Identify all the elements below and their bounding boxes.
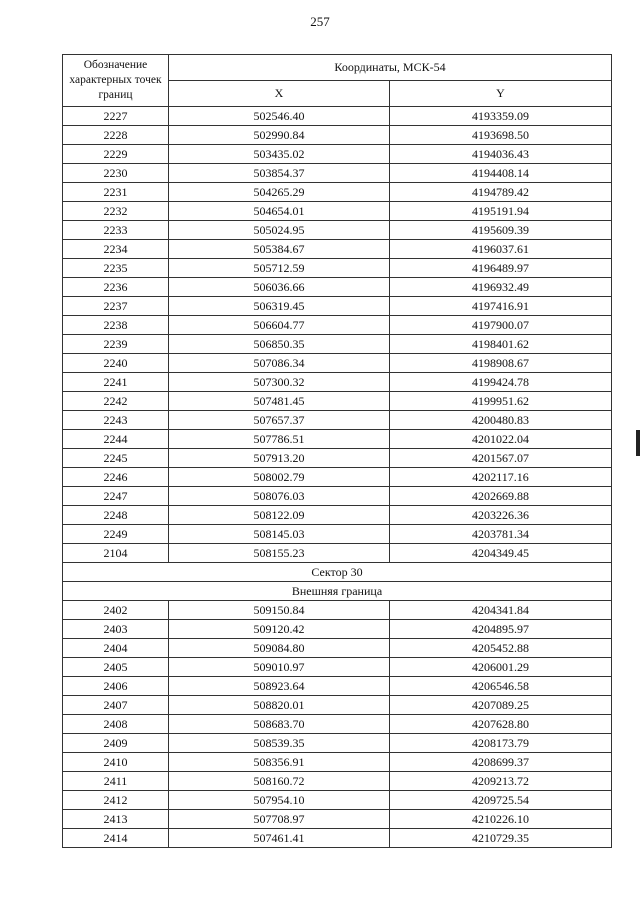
y-coordinate-cell: 4210729.35: [390, 829, 612, 848]
table-row: [63, 107, 612, 126]
table-row: [63, 411, 612, 430]
point-id-cell: 2408: [63, 715, 169, 734]
table-row: [63, 449, 612, 468]
x-coordinate-cell: 508539.35: [169, 734, 390, 753]
x-coordinate-cell: 503854.37: [169, 164, 390, 183]
point-id-cell: 2405: [63, 658, 169, 677]
y-coordinate-cell: 4209213.72: [390, 772, 612, 791]
x-coordinate-cell: 504654.01: [169, 202, 390, 221]
x-coordinate-cell: 508160.72: [169, 772, 390, 791]
y-coordinate-cell: 4201022.04: [390, 430, 612, 449]
point-id-cell: 2238: [63, 316, 169, 335]
y-coordinate-cell: 4199951.62: [390, 392, 612, 411]
x-coordinate-cell: 506036.66: [169, 278, 390, 297]
page-number: 257: [310, 14, 330, 29]
table-row: [63, 259, 612, 278]
y-coordinate-cell: 4207628.80: [390, 715, 612, 734]
y-coordinate-cell: 4194789.42: [390, 183, 612, 202]
y-coordinate-cell: 4197416.91: [390, 297, 612, 316]
table-row: [63, 392, 612, 411]
x-coordinate-cell: 507300.32: [169, 373, 390, 392]
point-id-cell: 2414: [63, 829, 169, 848]
x-coordinate-cell: 506604.77: [169, 316, 390, 335]
y-coordinate-cell: 4197900.07: [390, 316, 612, 335]
scan-edge-mark: [636, 430, 640, 456]
table-row: [63, 430, 612, 449]
header-coordinates: Координаты, МСК-54: [169, 55, 612, 81]
x-coordinate-cell: 504265.29: [169, 183, 390, 202]
point-id-cell: 2240: [63, 354, 169, 373]
x-coordinate-cell: 506319.45: [169, 297, 390, 316]
table-row: [63, 221, 612, 240]
point-id-cell: 2412: [63, 791, 169, 810]
y-coordinate-cell: 4198908.67: [390, 354, 612, 373]
table-row: [63, 278, 612, 297]
point-id-cell: 2410: [63, 753, 169, 772]
x-coordinate-cell: 505712.59: [169, 259, 390, 278]
y-coordinate-cell: 4204895.97: [390, 620, 612, 639]
point-id-cell: 2409: [63, 734, 169, 753]
x-coordinate-cell: 507086.34: [169, 354, 390, 373]
point-id-cell: 2230: [63, 164, 169, 183]
table-row: [63, 715, 612, 734]
x-coordinate-cell: 509120.42: [169, 620, 390, 639]
table-row: [63, 658, 612, 677]
x-coordinate-cell: 509010.97: [169, 658, 390, 677]
point-id-cell: 2249: [63, 525, 169, 544]
y-coordinate-cell: 4194408.14: [390, 164, 612, 183]
point-id-cell: 2229: [63, 145, 169, 164]
y-coordinate-cell: 4194036.43: [390, 145, 612, 164]
point-id-cell: 2234: [63, 240, 169, 259]
table-row: [63, 506, 612, 525]
x-coordinate-cell: 503435.02: [169, 145, 390, 164]
x-coordinate-cell: 508076.03: [169, 487, 390, 506]
table-row: [63, 810, 612, 829]
x-coordinate-cell: 502546.40: [169, 107, 390, 126]
table-row: [63, 297, 612, 316]
table-row: [63, 373, 612, 392]
point-id-cell: 2402: [63, 601, 169, 620]
point-id-cell: 2242: [63, 392, 169, 411]
table-header-row: [63, 55, 612, 81]
x-coordinate-cell: 508145.03: [169, 525, 390, 544]
table-row: [63, 734, 612, 753]
y-coordinate-cell: 4208699.37: [390, 753, 612, 772]
x-coordinate-cell: 508155.23: [169, 544, 390, 563]
coordinates-table-body: [63, 55, 612, 848]
x-coordinate-cell: 505384.67: [169, 240, 390, 259]
point-id-cell: 2248: [63, 506, 169, 525]
table-row: [63, 753, 612, 772]
table-row: [63, 354, 612, 373]
x-coordinate-cell: 502990.84: [169, 126, 390, 145]
point-id-cell: 2233: [63, 221, 169, 240]
table-row: [63, 468, 612, 487]
x-coordinate-cell: 508683.70: [169, 715, 390, 734]
point-id-cell: 2404: [63, 639, 169, 658]
y-coordinate-cell: 4202669.88: [390, 487, 612, 506]
point-id-cell: 2227: [63, 107, 169, 126]
coordinates-table: [62, 54, 612, 848]
table-row: [63, 126, 612, 145]
y-coordinate-cell: 4196489.97: [390, 259, 612, 278]
point-id-cell: 2403: [63, 620, 169, 639]
point-id-cell: 2228: [63, 126, 169, 145]
header-points: Обозначение характерных точек границ: [63, 55, 169, 107]
y-coordinate-cell: 4198401.62: [390, 335, 612, 354]
section-subtitle: Внешняя граница: [63, 582, 612, 601]
x-coordinate-cell: 506850.35: [169, 335, 390, 354]
x-coordinate-cell: 509084.80: [169, 639, 390, 658]
x-coordinate-cell: 508122.09: [169, 506, 390, 525]
table-row: [63, 202, 612, 221]
section-subtitle-row: [63, 582, 612, 601]
x-coordinate-cell: 505024.95: [169, 221, 390, 240]
y-coordinate-cell: 4205452.88: [390, 639, 612, 658]
y-coordinate-cell: 4193359.09: [390, 107, 612, 126]
x-coordinate-cell: 507461.41: [169, 829, 390, 848]
x-coordinate-cell: 507786.51: [169, 430, 390, 449]
y-coordinate-cell: 4193698.50: [390, 126, 612, 145]
table-row: [63, 601, 612, 620]
section-title: Сектор 30: [63, 563, 612, 582]
table-row: [63, 183, 612, 202]
table-row: [63, 829, 612, 848]
x-coordinate-cell: 507657.37: [169, 411, 390, 430]
table-row: [63, 525, 612, 544]
x-coordinate-cell: 507481.45: [169, 392, 390, 411]
y-coordinate-cell: 4207089.25: [390, 696, 612, 715]
point-id-cell: 2236: [63, 278, 169, 297]
section-title-row: [63, 563, 612, 582]
point-id-cell: 2231: [63, 183, 169, 202]
y-coordinate-cell: 4195609.39: [390, 221, 612, 240]
x-coordinate-cell: 507954.10: [169, 791, 390, 810]
table-row: [63, 791, 612, 810]
point-id-cell: 2241: [63, 373, 169, 392]
y-coordinate-cell: 4196932.49: [390, 278, 612, 297]
x-coordinate-cell: 509150.84: [169, 601, 390, 620]
y-coordinate-cell: 4203226.36: [390, 506, 612, 525]
table-row: [63, 544, 612, 563]
point-id-cell: 2413: [63, 810, 169, 829]
table-row: [63, 316, 612, 335]
y-coordinate-cell: 4210226.10: [390, 810, 612, 829]
point-id-cell: 2239: [63, 335, 169, 354]
point-id-cell: 2407: [63, 696, 169, 715]
point-id-cell: 2235: [63, 259, 169, 278]
x-coordinate-cell: 508923.64: [169, 677, 390, 696]
point-id-cell: 2237: [63, 297, 169, 316]
table-row: [63, 696, 612, 715]
y-coordinate-cell: 4208173.79: [390, 734, 612, 753]
table-row: [63, 335, 612, 354]
y-coordinate-cell: 4203781.34: [390, 525, 612, 544]
y-coordinate-cell: 4206001.29: [390, 658, 612, 677]
point-id-cell: 2411: [63, 772, 169, 791]
table-row: [63, 639, 612, 658]
header-x: X: [169, 81, 390, 107]
table-row: [63, 164, 612, 183]
x-coordinate-cell: 507708.97: [169, 810, 390, 829]
y-coordinate-cell: 4200480.83: [390, 411, 612, 430]
header-y: Y: [390, 81, 612, 107]
y-coordinate-cell: 4206546.58: [390, 677, 612, 696]
table-row: [63, 677, 612, 696]
x-coordinate-cell: 508356.91: [169, 753, 390, 772]
table-row: [63, 145, 612, 164]
table-row: [63, 487, 612, 506]
point-id-cell: 2104: [63, 544, 169, 563]
y-coordinate-cell: 4199424.78: [390, 373, 612, 392]
y-coordinate-cell: 4201567.07: [390, 449, 612, 468]
y-coordinate-cell: 4195191.94: [390, 202, 612, 221]
y-coordinate-cell: 4202117.16: [390, 468, 612, 487]
point-id-cell: 2244: [63, 430, 169, 449]
y-coordinate-cell: 4204349.45: [390, 544, 612, 563]
point-id-cell: 2406: [63, 677, 169, 696]
table-row: [63, 620, 612, 639]
x-coordinate-cell: 507913.20: [169, 449, 390, 468]
y-coordinate-cell: 4204341.84: [390, 601, 612, 620]
point-id-cell: 2247: [63, 487, 169, 506]
table-row: [63, 240, 612, 259]
x-coordinate-cell: 508002.79: [169, 468, 390, 487]
point-id-cell: 2246: [63, 468, 169, 487]
y-coordinate-cell: 4209725.54: [390, 791, 612, 810]
x-coordinate-cell: 508820.01: [169, 696, 390, 715]
y-coordinate-cell: 4196037.61: [390, 240, 612, 259]
point-id-cell: 2243: [63, 411, 169, 430]
point-id-cell: 2232: [63, 202, 169, 221]
point-id-cell: 2245: [63, 449, 169, 468]
table-row: [63, 772, 612, 791]
